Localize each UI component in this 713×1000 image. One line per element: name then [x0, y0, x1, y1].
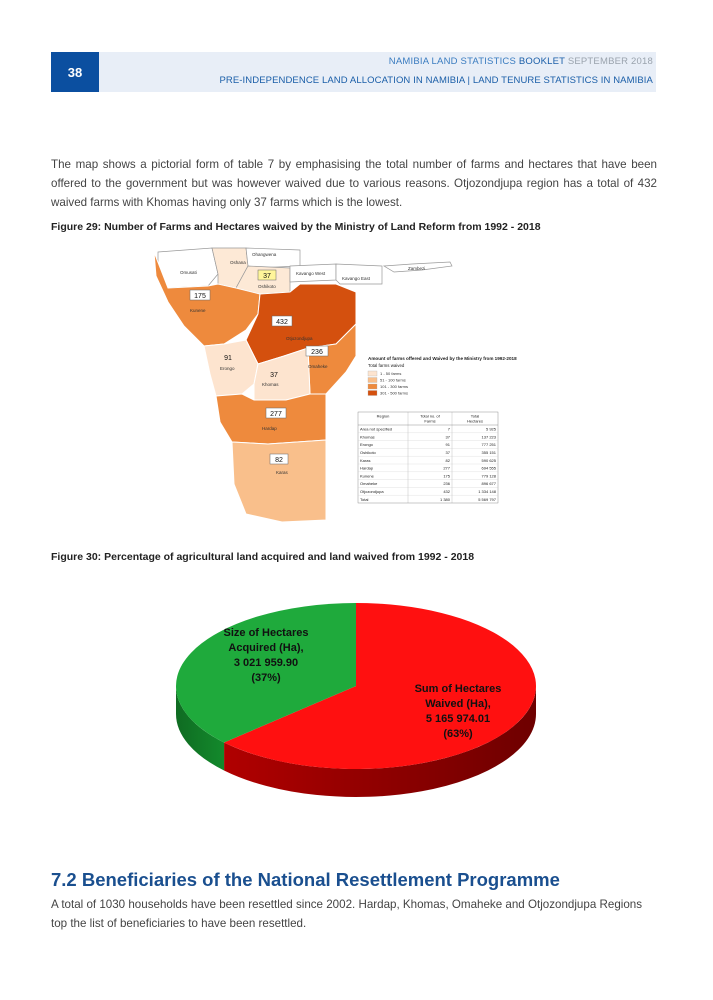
table-cell: 277 [443, 465, 450, 471]
table-cell: 7 [447, 426, 450, 432]
pie-chart-svg [168, 600, 544, 800]
svg-text:175: 175 [194, 293, 206, 300]
label-kavango-east: Kavango East [342, 276, 371, 281]
region-hardap [216, 394, 326, 444]
table-header-cell: Total no. of Farms [420, 413, 440, 424]
region-karas [232, 440, 326, 522]
legend-swatch [368, 391, 377, 396]
legend-swatch [368, 378, 377, 383]
legend-item-label: 301 - 500 farms [380, 390, 409, 396]
section-heading: 7.2 Beneficiaries of the National Resettlement Programme [51, 869, 560, 890]
label-hardap: Hardap [262, 426, 277, 431]
table-cell: 779 128 [481, 473, 496, 479]
table-cell: 694 555 [481, 465, 496, 471]
label-kavango-west: Kavango West [296, 271, 326, 276]
region-kavango-east [336, 264, 382, 284]
intro-paragraph: The map shows a pictorial form of table 7 by emphasising the total number of farms and hectares that have been offered to the government but was however waived due to various reasons. Otjozondjupa region has a total of 432 waived farms with Khomas having only 37 farms which is the lowest. [51, 158, 657, 209]
table-cell: Hardap [360, 465, 374, 471]
map-value-omaheke [306, 346, 328, 356]
table-cell: 896 677 [481, 481, 496, 487]
table-cell: Erongo [360, 442, 373, 448]
label-oshana: Oshana [230, 260, 246, 265]
table-header-cell: Total Hectares [466, 413, 484, 424]
svg-text:277: 277 [270, 411, 282, 418]
table-cell: Karas [360, 457, 371, 463]
legend-subtitle: Total farms waived [368, 363, 405, 368]
label-omusati: Omusati [180, 270, 197, 275]
label-erongo: Erongo [220, 366, 235, 371]
svg-text:91: 91 [224, 355, 232, 362]
table-cell: 175 [443, 473, 450, 479]
map-value-khomas [270, 372, 278, 379]
farms-table [358, 412, 498, 503]
namibia-map [150, 244, 517, 524]
svg-text:432: 432 [276, 319, 288, 326]
table-cell: Kunene [360, 473, 374, 479]
table-cell: 236 [443, 481, 450, 487]
table-cell: 5 925 [485, 426, 496, 432]
figure-29-title: Figure 29: Number of Farms and Hectares waived by the Ministry of Land Reform from 1992 - 2018 [51, 221, 541, 233]
label-zambezi: Zambezi [408, 266, 426, 271]
booklet-title: NAMIBIA LAND STATISTICS BOOKLET SEPTEMBER 2018 [388, 56, 653, 67]
section-paragraph: A total of 1030 households have been resettled since 2002. Hardap, Khomas, Omaheke and Otjozondjupa Regions top the list of beneficiaries to have been resettled. [51, 898, 643, 930]
region-omusati [158, 248, 218, 288]
pie-label-acquired: Size of Hectares Acquired (Ha), 3 021 959.90 (37%) [223, 627, 309, 684]
map-value-erongo [224, 355, 232, 362]
table-cell: Oshikoto [360, 450, 376, 455]
table-cell: 37 [445, 434, 450, 440]
table-cell: 355 151 [481, 450, 496, 455]
table-cell: 1 380 [439, 496, 450, 502]
map-value-kunene [190, 290, 210, 300]
map-value-oshikoto [258, 270, 276, 280]
legend-swatch [368, 371, 377, 376]
table-cell: 137 223 [481, 434, 496, 440]
table-cell: 432 [443, 489, 450, 494]
table-cell: Omaheke [360, 481, 378, 487]
legend-item-label: 101 - 300 farms [380, 384, 409, 390]
map-value-otjozondjupa [272, 316, 292, 326]
label-kunene: Kunene [190, 308, 206, 313]
figure-30-title: Figure 30: Percentage of agricultural land acquired and land waived from 1992 - 2018 [51, 551, 475, 563]
label-khomas: Khomas [262, 382, 279, 387]
table-cell: Total [360, 496, 369, 502]
table-cell: 82 [445, 457, 450, 463]
label-omaheke: Omaheke [308, 364, 328, 369]
table-cell: Area not specified [360, 426, 393, 432]
map-legend [368, 356, 517, 396]
svg-text:37: 37 [263, 273, 271, 280]
legend-title: Amount of farms offered and Waived by the Ministry from 1992-2018 [368, 356, 517, 361]
table-cell: 91 [445, 442, 450, 448]
page-number: 38 [51, 52, 99, 92]
label-karas: Karas [276, 470, 288, 475]
chapter-title: PRE-INDEPENDENCE LAND ALLOCATION IN NAMIBIA | LAND TENURE STATISTICS IN NAMIBIA [219, 75, 653, 86]
legend-swatch [368, 384, 377, 389]
table-cell: Khomas [360, 434, 375, 440]
table-cell: Otjozondjupa [360, 489, 384, 494]
svg-text:82: 82 [275, 457, 283, 464]
region-ohangwena [246, 248, 300, 268]
table-cell: 5 569 797 [478, 496, 496, 502]
svg-text:37: 37 [270, 372, 278, 379]
label-ohangwena: Ohangwena [252, 252, 277, 257]
namibia-map-figure [150, 244, 517, 524]
pie-chart [168, 600, 544, 800]
table-cell: 37 [445, 450, 450, 455]
table-cell: 777 251 [481, 442, 496, 448]
table-header-cell: Region [376, 413, 390, 419]
legend-item-label: 1 - 50 farms [380, 371, 402, 377]
svg-text:236: 236 [311, 349, 323, 356]
map-value-hardap [266, 408, 286, 418]
legend-item-label: 51 - 100 farms [380, 377, 406, 383]
table-cell: 590 625 [481, 457, 496, 463]
map-value-karas [270, 454, 288, 464]
label-otjozondjupa: Otjozondjupa [286, 336, 313, 341]
pie-label-waived: Sum of Hectares Waived (Ha), 5 165 974.01 (63%) [414, 683, 502, 740]
label-oshikoto: Oshikoto [258, 284, 276, 289]
table-cell: 1 334 148 [478, 489, 496, 494]
